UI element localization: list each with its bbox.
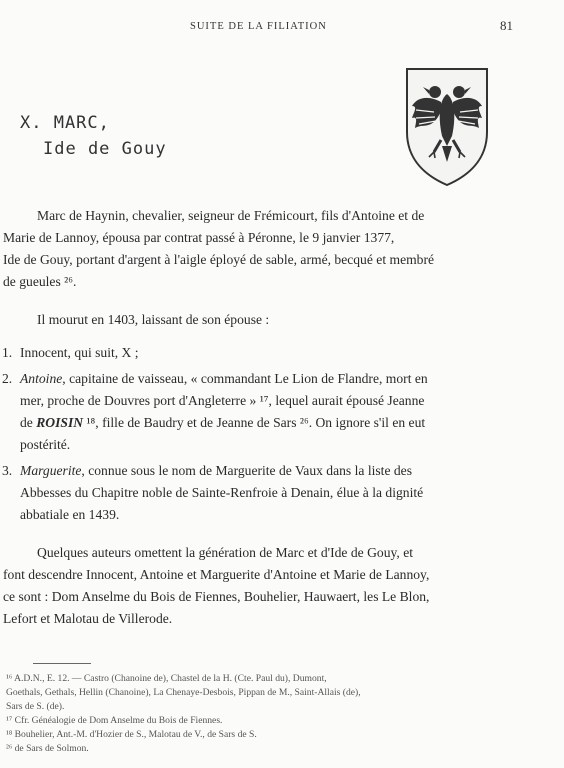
closing-line-4: Lefort et Malotau de Villerode. — [3, 611, 173, 626]
spouse-surname: ROISIN — [36, 415, 84, 430]
footnote-line-1: ¹⁶ A.D.N., E. 12. — Castro (Chanoine de), Chastel de la H. (Cte. Paul du), Dumont, — [6, 673, 327, 684]
shield-eagle-icon — [404, 66, 490, 188]
closing-line-3: ce sont : Dom Anselme du Bois de Fiennes, Bouhelier, Hauwaert, les Le Blon, — [3, 589, 430, 604]
intro-line-4: de gueules ²⁶. — [3, 274, 77, 289]
page-number: 81 — [500, 18, 513, 33]
footnote-line-5: ¹⁸ Bouhelier, Ant.-M. d'Hozier de S., Malotau de V., de Sars de S. — [6, 729, 257, 740]
intro-line-1: Marc de Haynin, chevalier, seigneur de Frémicourt, fils d'Antoine et de — [37, 208, 425, 223]
closing-line-1: Quelques auteurs omettent la génération de Marc et d'Ide de Gouy, et — [37, 545, 414, 560]
child-3-name: Marguerite — [20, 463, 82, 478]
child-2-number: 2. — [2, 371, 13, 386]
intro-line-2: Marie de Lannoy, épousa par contrat passé à Péronne, le 9 janvier 1377, — [3, 230, 395, 245]
child-2-line-1: Antoine, capitaine de vaisseau, « commandant Le Lion de Flandre, mort en — [20, 371, 428, 386]
running-title: SUITE DE LA FILIATION — [190, 21, 327, 32]
footnote-line-2: Goethals, Gethals, Hellin (Chanoine), La Chenaye-Desbois, Pippan de M., Saint-Allais (de), — [6, 687, 361, 698]
footnote-line-3: Sars de S. (de). — [6, 701, 65, 712]
child-3-number: 3. — [2, 463, 13, 478]
coat-of-arms-icon — [404, 66, 490, 188]
child-2-line-2: mer, proche de Douvres port d'Angleterre » ¹⁷, lequel aurait épousé Jeanne — [20, 393, 425, 408]
child-3-line-1: Marguerite, connue sous le nom de Marguerite de Vaux dans la liste des — [20, 463, 413, 478]
child-2-line-4: postérité. — [20, 437, 71, 452]
child-1-text: Innocent, qui suit, X ; — [20, 345, 139, 360]
closing-line-2: font descendre Innocent, Antoine et Marguerite d'Antoine et Marie de Lannoy, — [3, 567, 430, 582]
child-2-name: Antoine — [20, 371, 63, 386]
footnote-line-4: ¹⁷ Cfr. Généalogie de Dom Anselme du Bois de Fiennes. — [6, 715, 223, 726]
generation-title: X. MARC, — [20, 113, 110, 133]
child-3-line-2: Abbesses du Chapitre noble de Sainte-Renfroie à Denain, élue à la dignité — [20, 485, 424, 500]
child-3-line-3: abbatiale en 1439. — [20, 507, 120, 522]
intro-line-3: Ide de Gouy, portant d'argent à l'aigle éployé de sable, armé, becqué et membré — [3, 252, 435, 267]
footnote-line-6: ²⁶ de Sars de Solmon. — [6, 743, 89, 754]
child-1-number: 1. — [2, 345, 13, 360]
death-sentence: Il mourut en 1403, laissant de son épouse : — [37, 312, 270, 327]
generation-spouse: Ide de Gouy — [43, 139, 167, 159]
footnote-divider — [33, 663, 91, 664]
child-2-line-3: de ROISIN ¹⁸, fille de Baudry et de Jeanne de Sars ²⁶. On ignore s'il en eut — [20, 415, 426, 430]
